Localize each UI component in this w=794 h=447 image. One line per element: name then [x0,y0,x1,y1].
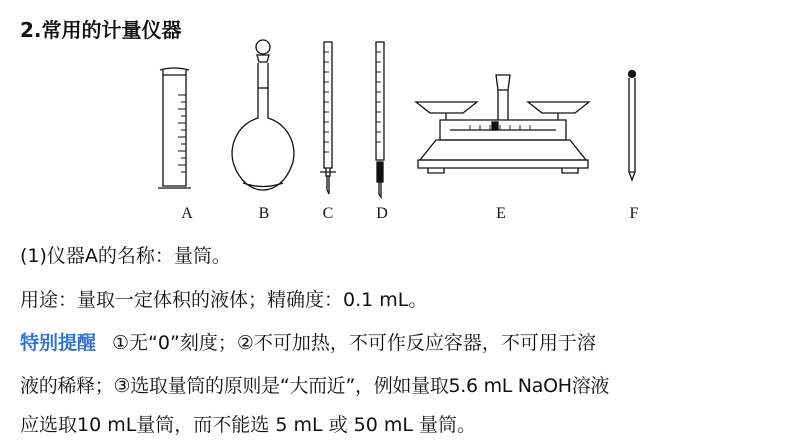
text-line-4: 液的稀释；③选取量筒的原则是“大而近”，例如量取5.6 mL NaOH溶液 [20,375,610,397]
burette-d-icon [376,42,384,197]
tip-text-1: ①无“0”刻度；②不可加热，不可作反应容器，不可用于溶 [112,332,596,354]
text-line-5: 应选取10 mL量筒，而不能选 5 mL 或 50 mL 量筒。 [20,414,477,436]
tip-label: 特别提醒 [20,332,97,354]
volumetric-flask-icon [232,40,294,190]
section-heading: 2.常用的计量仪器 [20,18,182,42]
label-b: B [258,205,270,222]
text-line-1: (1)仪器A的名称：量筒。 [20,245,231,267]
label-c: C [322,205,334,222]
label-d: D [376,205,388,222]
text-line-3 [20,330,596,356]
thermometer-icon [629,71,636,181]
label-e: E [496,205,506,222]
label-f: F [629,205,639,222]
graduated-cylinder-icon [158,68,191,188]
burette-c-icon [320,42,336,194]
balance-scale-icon [416,75,589,173]
text-line-2: 用途：量取一定体积的液体；精确度：0.1 mL。 [20,289,428,311]
label-a: A [181,205,193,222]
